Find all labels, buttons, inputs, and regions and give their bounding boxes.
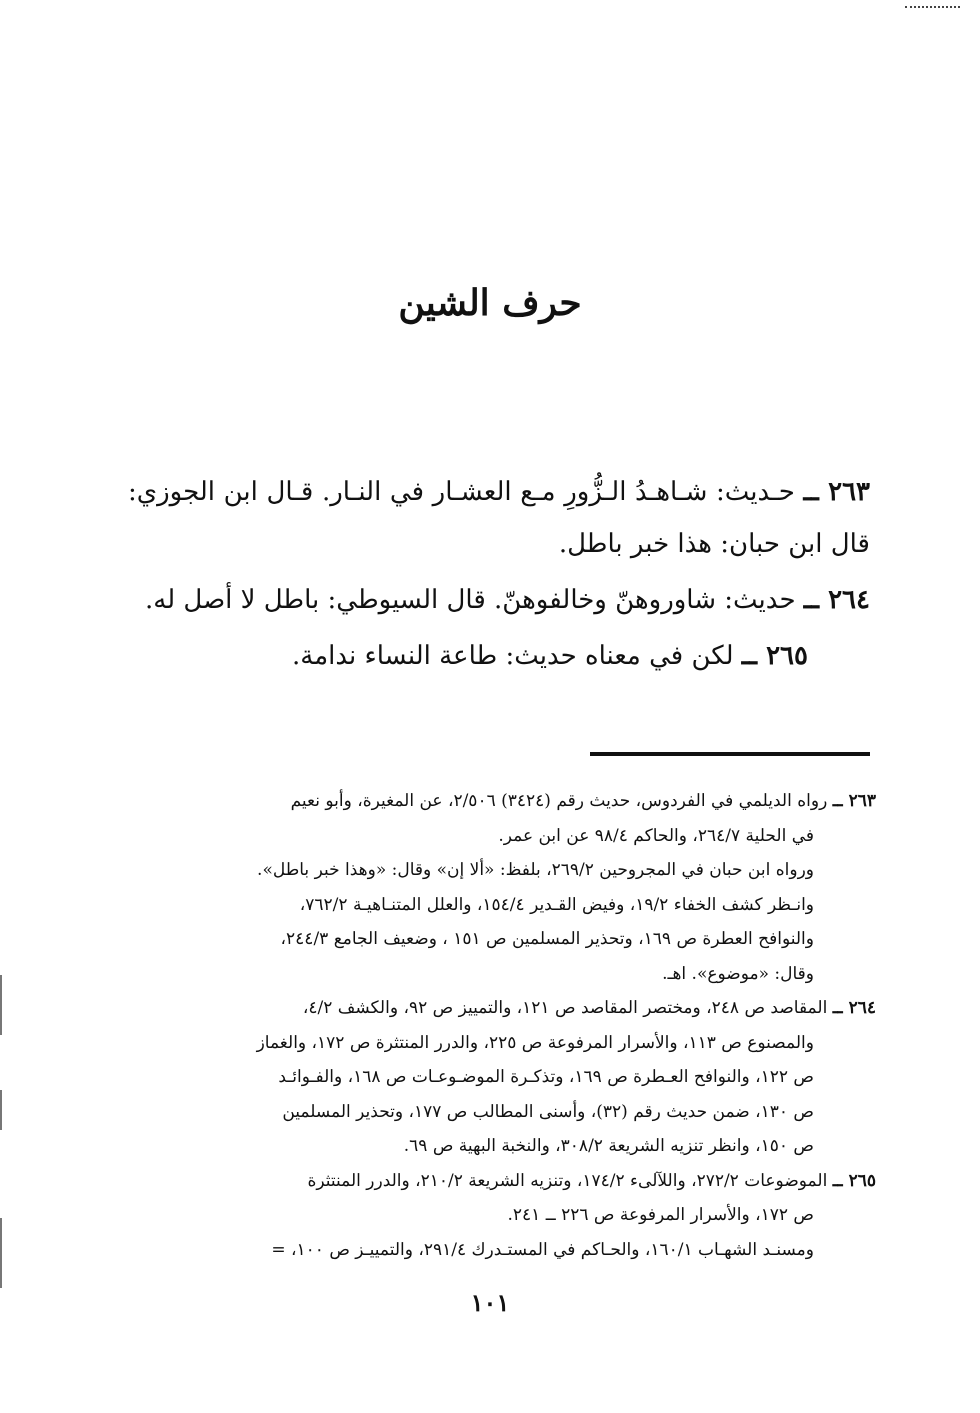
- scan-margin-mark: [0, 975, 2, 1035]
- entry-text: لكن في معناه حديث: طاعة النساء ندامة.: [292, 641, 734, 671]
- footnote-line: في الحلية ٢٦٤/٧، والحاكم ٩٨/٤ عن ابن عمر.: [498, 825, 814, 846]
- footnote-number: ٢٦٤ ــ: [832, 998, 876, 1018]
- footnote-number: ٢٦٥ ــ: [832, 1170, 876, 1191]
- footnote-line: ٢٦٥ ــ الموضوعات ٢٧٢/٢، واللآلىء ١٧٤/٢، وتنزيه الشريعة ٢١٠/٢، والدرر المنتثرة: [307, 1170, 876, 1191]
- footnote-line: ص ١٢٢، والنوافح العـطرة ص ١٦٩، وتذكـرة الموضـوعـات ص ١٦٨، والفـوائـد: [278, 1067, 814, 1087]
- page-number: ١٠١: [470, 1288, 510, 1317]
- footnote-line: ص ١٥٠، وانظر تنزيه الشريعة ٣٠٨/٢، والنخبة البهية ص ٦٩.: [403, 1136, 814, 1156]
- footnote-264: [120, 991, 876, 1164]
- footnote-line: والنوافح العطرة ص ١٦٩، وتحذير المسلمين ص ١٥١ ، وضعيف الجامع ٢٤٤/٣،: [280, 929, 814, 949]
- main-text: [128, 466, 870, 686]
- scan-margin-mark: [0, 1090, 2, 1130]
- footnote-number: ٢٦٣ ــ: [832, 791, 876, 811]
- chapter-title: حرف الشين: [398, 282, 582, 324]
- corner-mark: [905, 6, 960, 10]
- scan-margin-mark: [0, 1218, 2, 1288]
- footnote-line: ٢٦٣ ــ رواه الديلمي في الفردوس، حديث رقم (٣٤٢٤) ٢/٥٠٦، عن المغيرة، وأبو نعيم: [290, 791, 876, 811]
- footnote-line: ومسنـد الشهـاب ١٦٠/١، والحـاكم في المستـدرك ٢٩١/٤، والتمييـز ص ١٠٠، =: [271, 1239, 814, 1260]
- footnote-line: والمصنوع ص ١١٣، والأسرار المرفوعة ص ٢٢٥، والدرر المنتثرة ص ١٧٢، والغماز: [256, 1032, 814, 1053]
- entry-text: حديث: شاوروهنّ وخالفوهنّ. قال السيوطي: باطل لا أصل له.: [144, 585, 796, 615]
- entry-text: حـديث: شـاهـدُ الـزُّورِ مـع العشـار في النـار. قـال ابن الجوزي: قال ابن حبان: هذا خبر باطل.: [128, 477, 870, 559]
- hadith-entry-264: [128, 574, 870, 626]
- footnote-263: [120, 784, 876, 991]
- footnote-line: ٢٦٤ ــ المقاصد ص ٢٤٨، ومختصر المقاصد ص ١٢١، والتمييز ص ٩٢، والكشف ٤/٢،: [302, 998, 876, 1018]
- footnote-line: ص ١٧٢، والأسرار المرفوعة ص ٢٢٦ ــ ٢٤١.: [507, 1205, 814, 1225]
- footnote-line: ورواه ابن حبان في المجروحين ٢٦٩/٢، بلفظ: «ألا إن» وقال: «وهذا خبر باطل».: [257, 860, 814, 880]
- footnote-separator: [590, 752, 870, 756]
- entry-number: ٢٦٥ ــ: [741, 641, 808, 671]
- entry-number: ٢٦٤ ــ: [803, 585, 870, 615]
- hadith-entry-263: [128, 466, 870, 570]
- footnote-line: وانـظر كشف الخفاء ١٩/٢، وفيض القـدير ١٥٤/٤، والعلل المتنـاهيـة ٧٦٢/٢،: [299, 894, 814, 915]
- hadith-entry-265: [128, 630, 808, 682]
- entry-number: ٢٦٣ ــ: [803, 477, 871, 507]
- footnote-line: ص ١٣٠، ضمن حديث رقم (٣٢)، وأسنى المطالب ص ١٧٧، وتحذير المسلمين: [282, 1101, 814, 1122]
- footnote-line: وقال: «موضوع». اهـ.: [662, 963, 814, 984]
- footnote-265: [120, 1164, 876, 1268]
- footnotes: [120, 784, 876, 1267]
